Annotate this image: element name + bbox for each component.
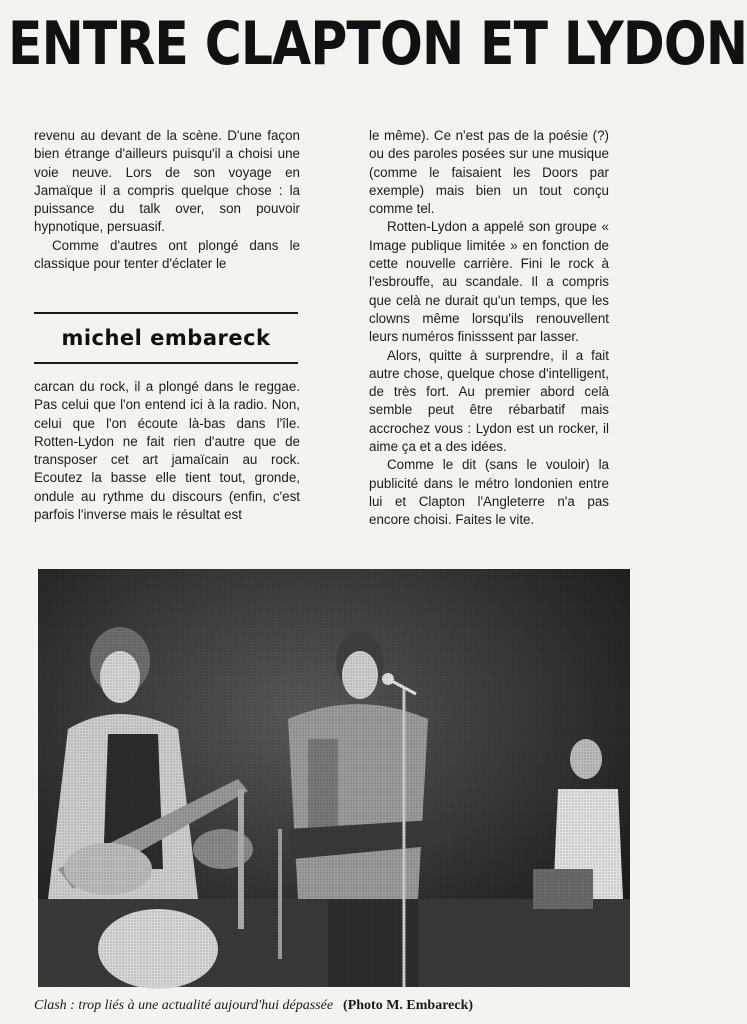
concert-photo-illustration	[38, 569, 630, 987]
caption-text: Clash : trop liés à une actualité aujourd'hui dépassée	[34, 998, 334, 1013]
article-paragraph: Comme le dit (sans le vouloir) la publicité dans le métro londonien entre lui et Clapton l'Angleterre n'a pas encore choisi. Faites le vite.	[369, 457, 609, 528]
article-column-left-bottom	[34, 378, 300, 524]
article-paragraph: le même). Ce n'est pas de la poésie (?) ou des paroles posées sur une musique (comme le faisaient les Doors par exemple) mais bien un tout conçu comme tel.	[369, 128, 609, 217]
concert-photo	[38, 569, 630, 987]
byline-box	[34, 312, 298, 364]
headline: ENTRE CLAPTON ET LYDON	[8, 9, 747, 79]
article-column-right	[369, 127, 609, 530]
article-paragraph: Rotten-Lydon a appelé son groupe « Image publique limitée » en fonction de cette nouvelle carrière. Fini le rock à l'esbrouffe, au scandale. Il a compris que celà ne durait qu'un temps, que les clowns même lorsqu'ils renouvellent leurs numéros finisssent par lasser.	[369, 219, 609, 345]
article-paragraph: Comme d'autres ont plongé dans le classique pour tenter d'éclater le	[34, 237, 300, 272]
byline: michel embareck	[61, 326, 271, 350]
photo-credit: (Photo M. Embareck)	[343, 998, 474, 1013]
article-column-left-top	[34, 127, 300, 273]
article-paragraph: carcan du rock, il a plongé dans le reggae. Pas celui que l'on entend ici à la radio. Non, celui que l'on écoute là-bas dans l'île. Rotten-Lydon ne fait rien d'autre que de transposer cet art jamaïcain au rock. Ecoutez la basse elle tient tout, gronde, ondule au rythme du discours (enfin, c'est parfois l'inverse mais le résultat est	[34, 379, 300, 523]
article-paragraph: revenu au devant de la scène. D'une façon bien étrange d'ailleurs puisqu'il a choisi une voie neuve. Lors de son voyage en Jamaïque il a compris quelque chose : la puissance du talk over, son pouvoir hypnotique, persuasif.	[34, 128, 300, 235]
photo-caption	[34, 996, 634, 1016]
article-paragraph: Alors, quitte à surprendre, il a fait autre chose, quelque chose d'intelligent, de très fort. Au premier abord celà semble peut être rébarbatif mais accrochez vous : Lydon est un rocker, il aime ça et a des idées.	[369, 347, 609, 455]
